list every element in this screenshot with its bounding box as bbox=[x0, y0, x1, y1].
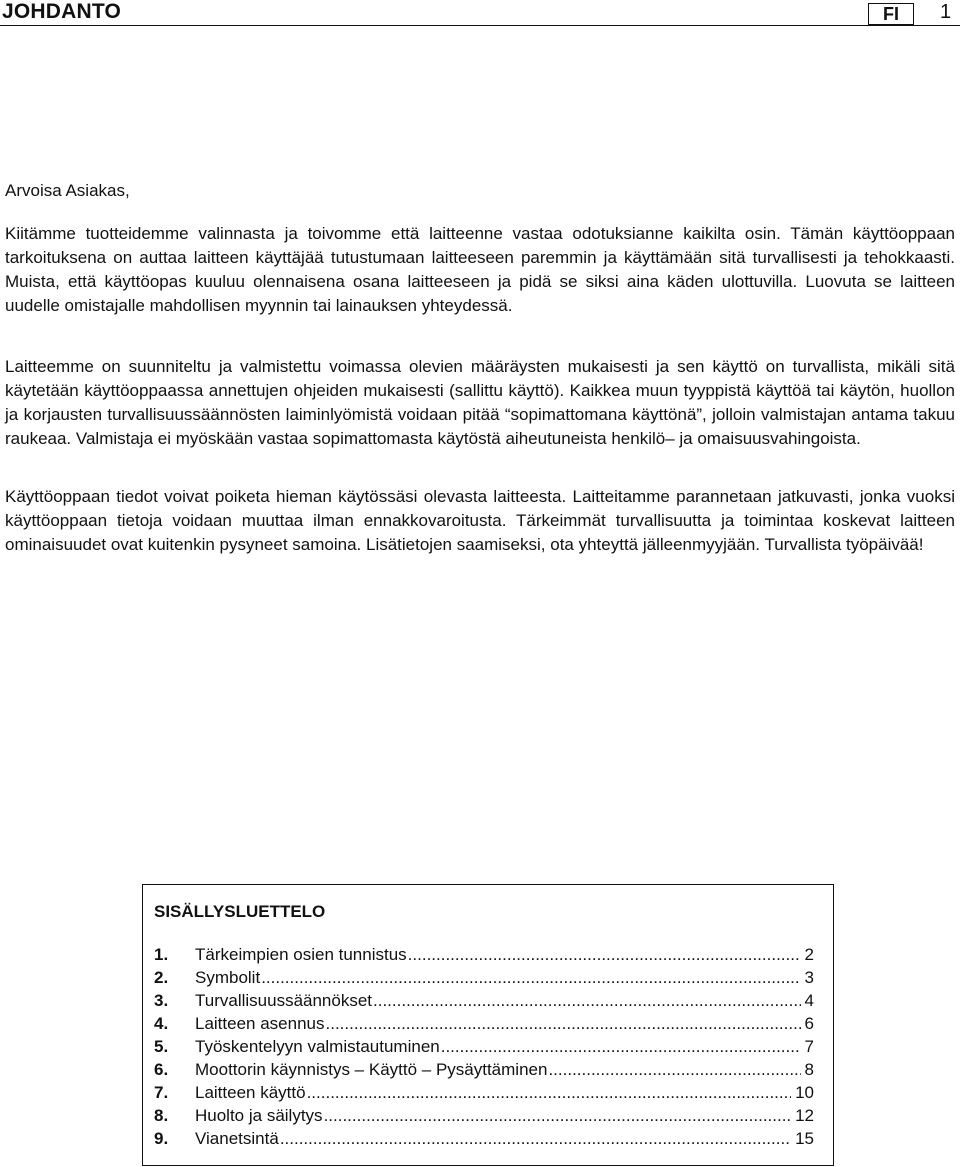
toc-item-page: 3 bbox=[804, 968, 814, 987]
language-badge: FI bbox=[868, 3, 914, 25]
toc-item-label: Moottorin käynnistys – Käyttö – Pysäyttäminen bbox=[195, 1060, 548, 1079]
toc-item-4[interactable] bbox=[154, 1012, 814, 1035]
table-of-contents bbox=[142, 884, 834, 1166]
toc-item-number: 9. bbox=[154, 1129, 169, 1148]
intro-paragraph-3: Käyttöoppaan tiedot voivat poiketa hieman käytössäsi olevasta laitteesta. Laitteitamme parannetaan jatkuvasti, jonka vuoksi käyttöoppaan tietoja voidaan muuttaa ilman ennakkovaroitusta. Tärkeimmät turvallisuutta ja toimintaa koskevat laitteen ominaisuudet ovat kuitenkin pysyneet samoina. Lisätietojen saamiseksi, ota yhteyttä jälleenmyyjään. Turvallista työpäivää! bbox=[5, 487, 955, 554]
toc-item-label: Tärkeimpien osien tunnistus bbox=[195, 945, 407, 964]
toc-leader-dots bbox=[261, 966, 800, 989]
header-divider bbox=[0, 25, 960, 26]
toc-leader-dots bbox=[408, 943, 801, 966]
toc-item-label: Työskentelyyn valmistautuminen bbox=[195, 1037, 440, 1056]
page-number: 1 bbox=[940, 1, 952, 23]
toc-item-page: 2 bbox=[804, 945, 814, 964]
toc-item-9[interactable] bbox=[154, 1127, 814, 1150]
toc-item-page: 7 bbox=[804, 1037, 814, 1056]
toc-item-page: 15 bbox=[795, 1129, 814, 1148]
toc-item-5[interactable] bbox=[154, 1035, 814, 1058]
toc-item-number: 5. bbox=[154, 1037, 169, 1056]
toc-item-label: Laitteen asennus bbox=[195, 1014, 325, 1033]
toc-item-number: 4. bbox=[154, 1014, 169, 1033]
toc-item-page: 12 bbox=[795, 1106, 814, 1125]
toc-item-number: 2. bbox=[154, 968, 169, 987]
toc-item-8[interactable] bbox=[154, 1104, 814, 1127]
toc-item-1[interactable] bbox=[154, 943, 814, 966]
page-header bbox=[0, 0, 960, 28]
toc-item-label: Huolto ja säilytys bbox=[195, 1106, 323, 1125]
toc-leader-dots bbox=[441, 1035, 801, 1058]
toc-leader-dots bbox=[307, 1081, 792, 1104]
toc-item-page: 10 bbox=[795, 1083, 814, 1102]
toc-item-number: 6. bbox=[154, 1060, 169, 1079]
toc-item-number: 3. bbox=[154, 991, 169, 1010]
toc-leader-dots bbox=[324, 1104, 792, 1127]
toc-item-page: 6 bbox=[804, 1014, 814, 1033]
toc-item-label: Turvallisuussäännökset bbox=[195, 991, 373, 1010]
toc-list bbox=[154, 943, 814, 1150]
salutation: Arvoisa Asiakas, bbox=[5, 181, 130, 200]
toc-item-page: 4 bbox=[804, 991, 814, 1010]
toc-leader-dots bbox=[280, 1127, 791, 1150]
toc-item-number: 1. bbox=[154, 945, 169, 964]
intro-paragraph-1: Kiitämme tuotteidemme valinnasta ja toivomme että laitteenne vastaa odotuksianne kaikilta osin. Tämän käyttöoppaan tarkoituksena on auttaa laitteen käyttäjää tutustumaan laitteeseen paremmin ja käyttämään sitä turvallisesti ja tehokkaasti. Muista, että käyttöopas kuuluu olennaisena osana laitteeseen ja pidä se siksi aina käden ulottuvilla. Luovuta se laitteen uudelle omistajalle mahdollisen myynnin tai lainauksen yhteydessä. bbox=[5, 224, 955, 315]
toc-leader-dots bbox=[373, 989, 801, 1012]
toc-item-7[interactable] bbox=[154, 1081, 814, 1104]
intro-paragraph-2: Laitteemme on suunniteltu ja valmistettu voimassa olevien määräysten mukaisesti ja sen käyttö on turvallista, mikäli sitä käytetään käyttöoppaassa annettujen ohjeiden mukaisesti (sallittu käyttö). Kaikkea muun tyyppistä käyttöä tai käytön, huollon ja korjausten turvallisuussäännösten laiminlyömistä voidaan pitää “sopimattomana käyttönä”, jolloin valmistajan antama takuu raukeaa. Valmistaja ei myöskään vastaa sopimattomasta käytöstä aiheutuneista henkilö– ja omaisuusvahingoista. bbox=[5, 357, 955, 448]
toc-item-number: 7. bbox=[154, 1083, 169, 1102]
toc-leader-dots bbox=[326, 1012, 801, 1035]
toc-item-label: Vianetsintä bbox=[195, 1129, 279, 1148]
toc-item-3[interactable] bbox=[154, 989, 814, 1012]
toc-item-6[interactable] bbox=[154, 1058, 814, 1081]
section-title: JOHDANTO bbox=[2, 0, 122, 23]
toc-leader-dots bbox=[548, 1058, 800, 1081]
toc-item-label: Symbolit bbox=[195, 968, 261, 987]
toc-title: SISÄLLYSLUETTELO bbox=[154, 902, 326, 921]
toc-item-2[interactable] bbox=[154, 966, 814, 989]
toc-item-number: 8. bbox=[154, 1106, 169, 1125]
toc-item-label: Laitteen käyttö bbox=[195, 1083, 306, 1102]
toc-item-page: 8 bbox=[804, 1060, 814, 1079]
